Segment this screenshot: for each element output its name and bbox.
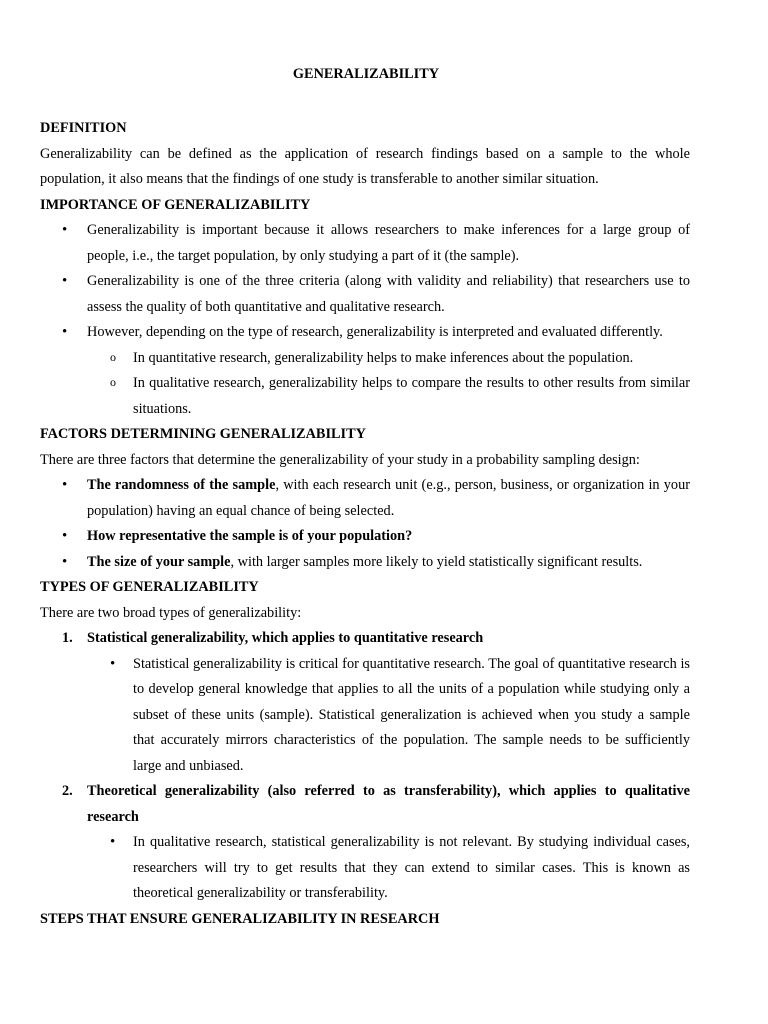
factors-list: [40, 473, 690, 575]
list-item: [40, 320, 690, 422]
types-list: [40, 626, 690, 907]
factor-bold: How representative the sample is of your population?: [87, 528, 413, 544]
factors-heading: FACTORS DETERMINING GENERALIZABILITY: [40, 426, 366, 442]
document-body: [40, 116, 690, 932]
item-number: 2.: [62, 783, 73, 799]
importance-heading: IMPORTANCE OF GENERALIZABILITY: [40, 196, 311, 213]
document-title: GENERALIZABILITY: [292, 66, 440, 82]
factor-bold: The randomness of the sample: [87, 477, 276, 493]
numbered-item: [40, 626, 690, 779]
list-item: • Statistical generalizability is critical for quantitative research. The goal of quantitative research is to develop general knowledge that applies to all the units of a population while studying only a subset of these units (sample). Statistical generalization is achieved when you study a sample that accurately mirrors characteristics of the population. The sample needs to be sufficiently large and unbiased.: [87, 652, 690, 780]
factor-bold: The size of your sample: [87, 553, 231, 570]
list-item: • In qualitative research, statistical generalizability is not relevant. By studying individual cases, researchers will try to get results that they can extend to similar cases. This is known as theoretical generalizability or transferability.: [87, 830, 690, 907]
list-item: [40, 524, 690, 550]
types-intro: There are two broad types of generalizability:: [40, 604, 302, 621]
sublist-item: o In qualitative research, generalizability helps to compare the results to other results from similar situations.: [40, 371, 690, 422]
importance-sublist: [40, 346, 690, 423]
type-detail-list: [87, 652, 690, 780]
numbered-item: [40, 779, 690, 907]
type-detail-list: [87, 830, 690, 907]
sublist-item: o In quantitative research, generalizability helps to make inferences about the population.: [40, 346, 690, 372]
list-item: [40, 473, 690, 524]
definition-text: Generalizability can be defined as the application of research findings based on a sample to the whole population, it also means that the findings of one study is transferable to another similar situation.: [40, 145, 690, 187]
item-number: 1.: [62, 630, 73, 646]
type-title: Statistical generalizability, which applies to quantitative research: [87, 630, 484, 646]
list-item-text: However, depending on the type of research, generalizability is interpreted and evaluated differently.: [87, 324, 663, 340]
definition-heading: DEFINITION: [40, 120, 127, 136]
list-item: • Generalizability is important because it allows researchers to make inferences for a large group of people, i.e., the target population, by only studying a part of it (the sample).: [40, 218, 690, 269]
factors-intro: There are three factors that determine the generalizability of your study in a probability sampling design:: [40, 451, 640, 468]
types-heading: TYPES OF GENERALIZABILITY: [40, 579, 259, 595]
factor-rest: , with each research unit (e.g., person, business, or organization in your population) having an equal chance of being selected.: [87, 477, 690, 519]
factor-rest: , with larger samples more likely to yield statistically significant results.: [230, 553, 643, 570]
list-item: • Generalizability is one of the three criteria (along with validity and reliability) that researchers use to assess the quality of both quantitative and qualitative research.: [40, 269, 690, 320]
list-item: [40, 550, 690, 576]
importance-list: [40, 218, 690, 422]
type-title: Theoretical generalizability (also referred to as transferability), which applies to qualitative research: [87, 783, 690, 825]
steps-heading: STEPS THAT ENSURE GENERALIZABILITY IN RESEARCH: [40, 910, 440, 927]
